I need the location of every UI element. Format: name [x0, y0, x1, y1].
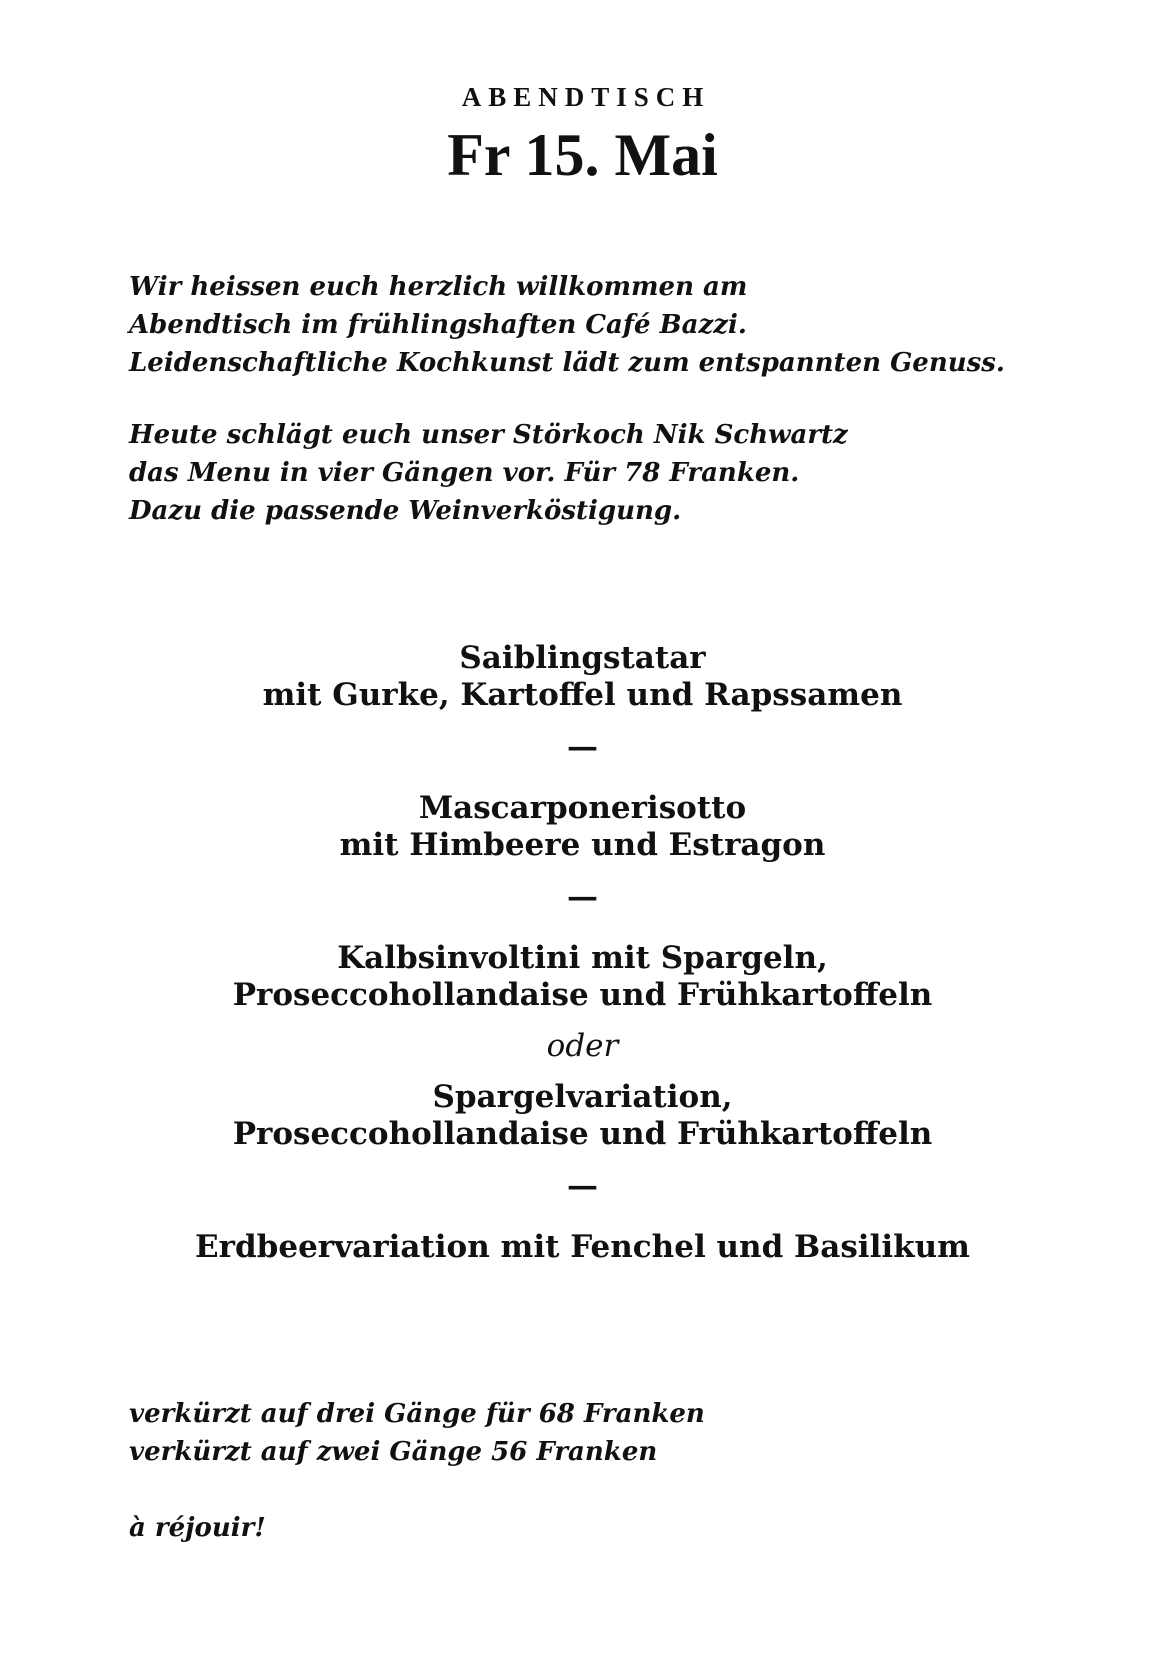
intro-line: Wir heissen euch herzlich willkommen am	[129, 272, 748, 302]
menu-footer	[129, 1395, 1029, 1547]
intro-line: Abendtisch im frühlingshaften Café Bazzi.	[129, 310, 747, 340]
course-title: Mascarponerisotto	[418, 790, 747, 826]
course-2	[0, 790, 1165, 864]
course-description: mit Gurke, Kartoffel und Rapssamen	[262, 677, 903, 713]
course-separator: —	[567, 1168, 598, 1204]
course-title: Erdbeervariation mit Fenchel und Basilikum	[195, 1229, 970, 1265]
course-title: Kalbsinvoltini mit Spargeln,	[337, 940, 828, 976]
intro-line: Heute schlägt euch unser Störkoch Nik Schwartz	[129, 420, 848, 450]
course-description: Proseccohollandaise und Frühkartoffeln	[232, 977, 933, 1013]
course-description: Proseccohollandaise und Frühkartoffeln	[232, 1116, 933, 1152]
menu-courses	[0, 640, 1165, 1266]
intro-line: Leidenschaftliche Kochkunst lädt zum entspannten Genuss.	[129, 348, 1005, 378]
course-separator: —	[567, 879, 598, 915]
intro-line: Dazu die passende Weinverköstigung.	[129, 496, 682, 526]
intro-line: das Menu in vier Gängen vor. Für 78 Franken.	[129, 458, 800, 488]
menu-date: Fr 15. Mai	[447, 122, 718, 188]
intro-text	[129, 268, 1029, 564]
course-description: mit Himbeere und Estragon	[339, 827, 826, 863]
intro-paragraph-1	[129, 268, 1029, 382]
price-option: verkürzt auf zwei Gänge 56 Franken	[129, 1437, 658, 1467]
menu-header	[0, 80, 1165, 190]
course-4	[0, 1229, 1165, 1266]
course-title: Saiblingstatar	[459, 640, 706, 676]
intro-paragraph-2	[129, 416, 1029, 530]
price-option: verkürzt auf drei Gänge für 68 Franken	[129, 1399, 705, 1429]
signoff: à réjouir!	[129, 1513, 266, 1543]
course-3-option-b	[0, 1079, 1165, 1153]
course-separator: —	[567, 729, 598, 765]
menu-kicker: ABENDTISCH	[461, 82, 711, 112]
course-title: Spargelvariation,	[432, 1079, 733, 1115]
course-3-option-a	[0, 940, 1165, 1014]
course-or-label: oder	[546, 1028, 619, 1064]
course-1	[0, 640, 1165, 714]
